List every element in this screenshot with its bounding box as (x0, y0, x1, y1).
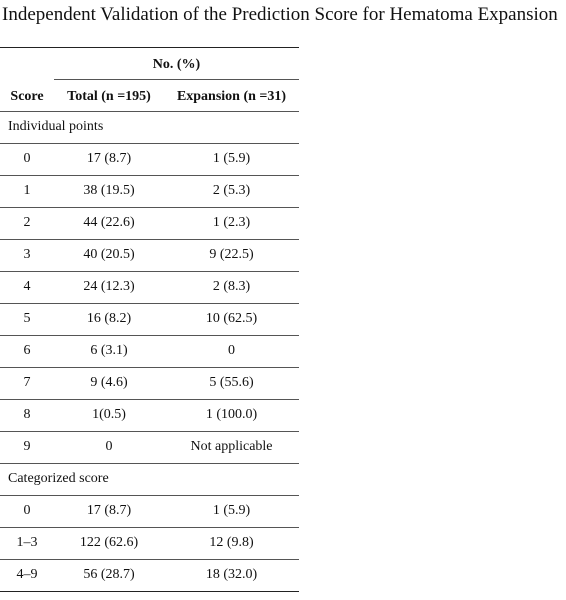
cell-expansion: 12 (9.8) (209, 535, 254, 550)
cell-score: 5 (23, 311, 31, 326)
cell-expansion: 5 (55.6) (209, 375, 254, 390)
cell-score: 4 (23, 279, 31, 294)
group-header: No. (%) (152, 57, 201, 72)
cell-score: 7 (23, 375, 31, 390)
cell-score: 0 (23, 503, 31, 518)
cell-total: 17 (8.7) (86, 151, 132, 166)
cell-total: 38 (19.5) (83, 183, 135, 198)
cell-total: 122 (62.6) (79, 535, 139, 550)
table-rule (0, 591, 299, 592)
cell-total: 1(0.5) (92, 407, 126, 422)
section-label: Individual points (8, 119, 104, 134)
cell-score: 9 (23, 439, 31, 454)
cell-expansion: Not applicable (190, 439, 273, 454)
table-title: Independent Validation of the Prediction Score for Hematoma Expansion (2, 4, 558, 25)
cell-expansion: 1 (5.9) (212, 151, 251, 166)
data-table (0, 47, 299, 591)
column-header-score: Score (10, 89, 44, 104)
cell-score: 8 (23, 407, 31, 422)
cell-score: 2 (23, 215, 31, 230)
cell-total: 24 (12.3) (83, 279, 135, 294)
cell-expansion: 0 (228, 343, 235, 358)
cell-total: 44 (22.6) (83, 215, 135, 230)
cell-expansion: 1 (2.3) (212, 215, 251, 230)
column-header-expansion: Expansion (n =31) (176, 89, 287, 104)
cell-score: 1–3 (16, 535, 38, 550)
table-rule (0, 47, 299, 48)
cell-expansion: 9 (22.5) (209, 247, 254, 262)
cell-total: 56 (28.7) (83, 567, 135, 582)
cell-total: 9 (4.6) (90, 375, 128, 390)
cell-total: 0 (105, 439, 113, 454)
section-label: Categorized score (8, 471, 109, 486)
cell-total: 17 (8.7) (86, 503, 132, 518)
cell-expansion: 2 (5.3) (212, 183, 251, 198)
cell-expansion: 10 (62.5) (205, 311, 258, 326)
cell-expansion: 1 (5.9) (212, 503, 251, 518)
cell-score: 6 (23, 343, 31, 358)
cell-expansion: 2 (8.3) (212, 279, 251, 294)
cell-score: 3 (23, 247, 31, 262)
cell-total: 6 (3.1) (90, 343, 128, 358)
cell-total: 40 (20.5) (83, 247, 135, 262)
cell-expansion: 1 (100.0) (205, 407, 258, 422)
cell-score: 1 (23, 183, 31, 198)
column-header-total: Total (n =195) (67, 89, 151, 104)
cell-score: 0 (23, 151, 31, 166)
cell-expansion: 18 (32.0) (205, 567, 258, 582)
cell-score: 4–9 (16, 567, 38, 582)
table-rule (54, 79, 299, 80)
cell-total: 16 (8.2) (86, 311, 132, 326)
